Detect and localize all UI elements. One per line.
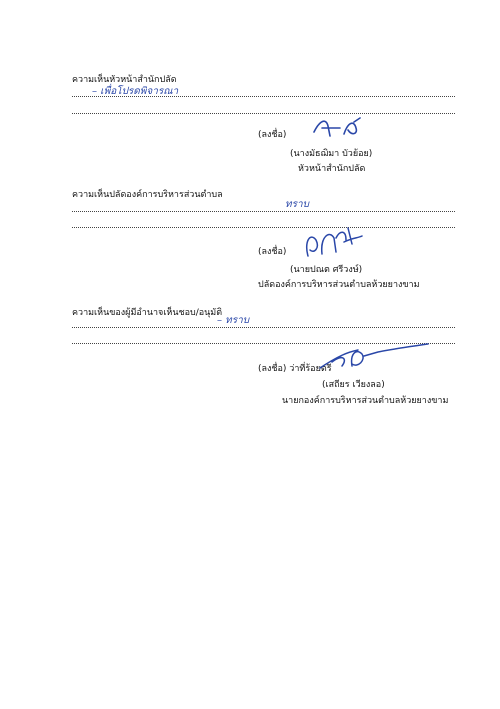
section-3-dotted-line-1	[72, 327, 455, 328]
section-2-dotted-line-2	[72, 227, 455, 228]
section-1-dotted-line-1	[72, 96, 455, 97]
section-2-sign-label: (ลงชื่อ)	[258, 247, 287, 257]
section-1-dotted-line-2	[72, 113, 455, 114]
section-1-heading: ความเห็นหัวหน้าสำนักปลัด	[72, 75, 177, 85]
section-3-sign-label: (ลงชื่อ) ว่าที่ร้อยตรี	[258, 364, 332, 374]
section-1-sign-label: (ลงชื่อ)	[258, 130, 287, 140]
section-3-signer-name: (เสถียร เวียงลอ)	[322, 380, 385, 390]
section-1-signer-position: หัวหน้าสำนักปลัด	[298, 164, 366, 174]
section-2-signer-position: ปลัดองค์การบริหารส่วนตำบลห้วยยางขาม	[258, 280, 420, 290]
section-2-signer-name: (นายปณต ศรีวงษ์)	[290, 265, 363, 275]
section-3-handwritten-note: – ทราบ	[217, 315, 250, 326]
section-1-handwritten-note: – เพื่อโปรดพิจารณา	[92, 86, 179, 97]
section-1-signature-icon	[310, 114, 370, 140]
section-2-signature-icon	[300, 224, 364, 260]
section-1-signer-name: (นางมัธฌิมา บัวย้อย)	[290, 149, 373, 159]
section-2-heading: ความเห็นปลัดองค์การบริหารส่วนตำบล	[72, 190, 223, 200]
section-3-signature-icon	[318, 342, 430, 372]
section-2-dotted-line-1	[72, 211, 455, 212]
section-2-handwritten-note: ทราบ	[285, 199, 309, 210]
section-3-signer-position: นายกองค์การบริหารส่วนตำบลห้วยยางขาม	[282, 396, 449, 406]
section-3-heading: ความเห็นของผู้มีอำนาจเห็นชอบ/อนุมัติ	[72, 308, 223, 318]
